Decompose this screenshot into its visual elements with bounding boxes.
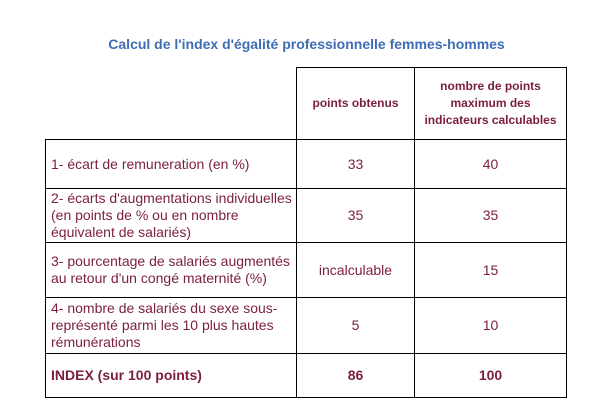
header-row	[46, 68, 567, 140]
index-label: INDEX (sur 100 points)	[46, 354, 297, 398]
row-points-maximum: 10	[415, 298, 567, 354]
row-points-maximum: 40	[415, 140, 567, 189]
header-points-obtained: points obtenus	[297, 68, 415, 140]
row-label: 4- nombre de salariés du sexe sous-représenté parmi les 10 plus hautes rémunérations	[46, 298, 297, 354]
row-label: 1- écart de remuneration (en %)	[46, 140, 297, 189]
row-label: 3- pourcentage de salariés augmentés au retour d'un congé maternité (%)	[46, 243, 297, 298]
row-points-maximum: 35	[415, 189, 567, 243]
index-points-obtained: 86	[297, 354, 415, 398]
index-total-row	[46, 354, 567, 398]
row-points-obtained: incalculable	[297, 243, 415, 298]
header-points-maximum: nombre de points maximum des indicateurs calculables	[415, 68, 567, 140]
table-row	[46, 243, 567, 298]
row-label: 2- écarts d'augmentations individuelles (en points de % ou en nombre équivalent de salariés)	[46, 189, 297, 243]
row-points-obtained: 35	[297, 189, 415, 243]
table-row	[46, 140, 567, 189]
row-points-maximum: 15	[415, 243, 567, 298]
table-row	[46, 189, 567, 243]
header-blank-cell	[46, 68, 297, 140]
page-title: Calcul de l'index d'égalité professionnelle femmes-hommes	[108, 36, 505, 52]
row-points-obtained: 33	[297, 140, 415, 189]
index-table	[45, 67, 567, 398]
table-row	[46, 298, 567, 354]
index-points-maximum: 100	[415, 354, 567, 398]
row-points-obtained: 5	[297, 298, 415, 354]
